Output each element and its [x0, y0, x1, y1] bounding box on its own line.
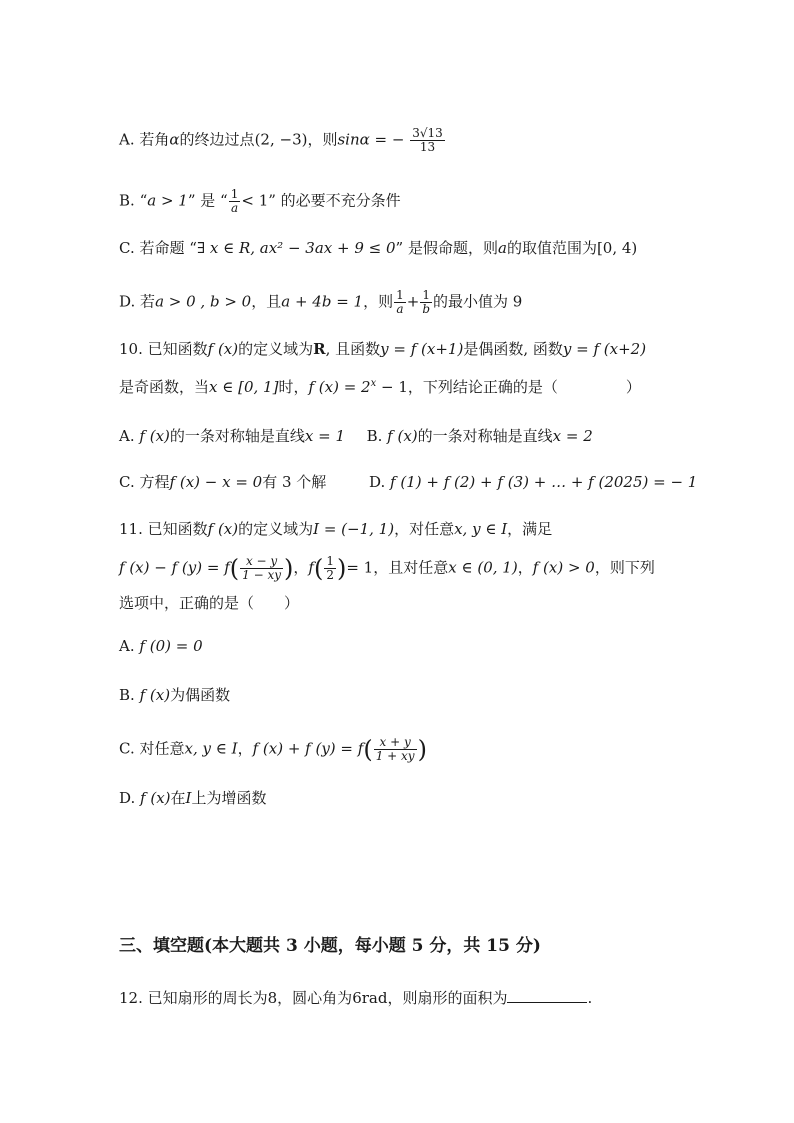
option-label: A. — [119, 130, 135, 149]
q12-stem: 12. 已知扇形的周长为8，圆心角为6rad，则扇形的面积为 . — [119, 989, 593, 1007]
q10-stem-line1: 10. 已知函数f (x)的定义域为R, 且函数y = f (x+1)是偶函数, 函数y = f (x+2) — [119, 340, 647, 358]
q10-stem-line2: 是奇函数，当x ∈ [0, 1]时，f $(x) = 2^x - 1$，下列结论正确的是（ ） — [119, 378, 641, 396]
q10-option-c: C. 方程f (x) − x = 0有 3 个解 — [119, 473, 327, 491]
q11-stem-line1: 11. 已知函数f (x)的定义域为I = (−1, 1)，对任意x, y ∈ I，满足 — [119, 520, 553, 538]
fraction: $\frac{1}{b}$ — [422, 288, 430, 316]
fraction: $\frac{1}{a}$ — [230, 187, 239, 215]
q11-option-d: D. f (x)在I上为增函数 — [119, 789, 267, 807]
q9-option-c: C. 若命题 “∃ x ∈ R, ax² − 3ax + 9 ≤ 0” 是假命题，则a的取值范围为[0, 4) — [119, 239, 638, 257]
fraction: $\frac{1}{2}$ — [326, 554, 334, 582]
q11-stem-line2: f (x) − f (y) = f( $\frac{x - y}{1 - xy}$ )，f( $\frac{1}{2}$ )= 1，且对任意x ∈ (0, 1)，f (x) > 0，则下列 — [119, 554, 655, 583]
q10-options-cd — [119, 471, 697, 493]
q11-option-b: B. f (x)为偶函数 — [119, 686, 231, 704]
q11-option-c: C. 对任意x, y ∈ I，f (x) + f (y) = f( $\frac{x + y}{1 + xy}$ ) — [119, 735, 427, 764]
fraction: $\frac{x - y}{1 - xy}$ — [242, 554, 281, 582]
q10-option-a: A. f (x)的一条对称轴是直线x = 1 — [119, 427, 345, 445]
q9-option-a: A. 若角α的终边过点(2, −3)，则sinα = − $\frac{3√13}{13}$ — [119, 126, 443, 154]
q10-option-b: B. f (x)的一条对称轴是直线x = 2 — [366, 427, 593, 445]
q10-option-d: D. f (1) + f (2) + f (3) + … + f (2025) = − 1 — [369, 473, 698, 491]
q11-stem-line3: 选项中，正确的是（ ） — [119, 594, 300, 612]
section-heading: 三、填空题(本大题共 3 小题，每小题 5 分，共 15 分) — [119, 936, 541, 956]
q10-options-ab — [119, 425, 593, 447]
fraction: $\frac{x + y}{1 + xy}$ — [375, 735, 415, 763]
fraction: $\frac{3√13}{13}$ — [412, 126, 443, 154]
q9-option-d: D. 若a > 0 , b > 0，且a + 4b = 1，则 $\frac{1}{a}$ + $\frac{1}{b}$ 的最小值为 9 — [119, 288, 523, 316]
q11-option-a: A. f (0) = 0 — [119, 637, 203, 655]
answer-blank[interactable] — [507, 988, 587, 1003]
fraction: $\frac{1}{a}$ — [396, 288, 404, 316]
q9-option-b: B. “a > 1” 是 “ $\frac{1}{a}$ < 1” 的必要不充分条件 — [119, 187, 401, 215]
